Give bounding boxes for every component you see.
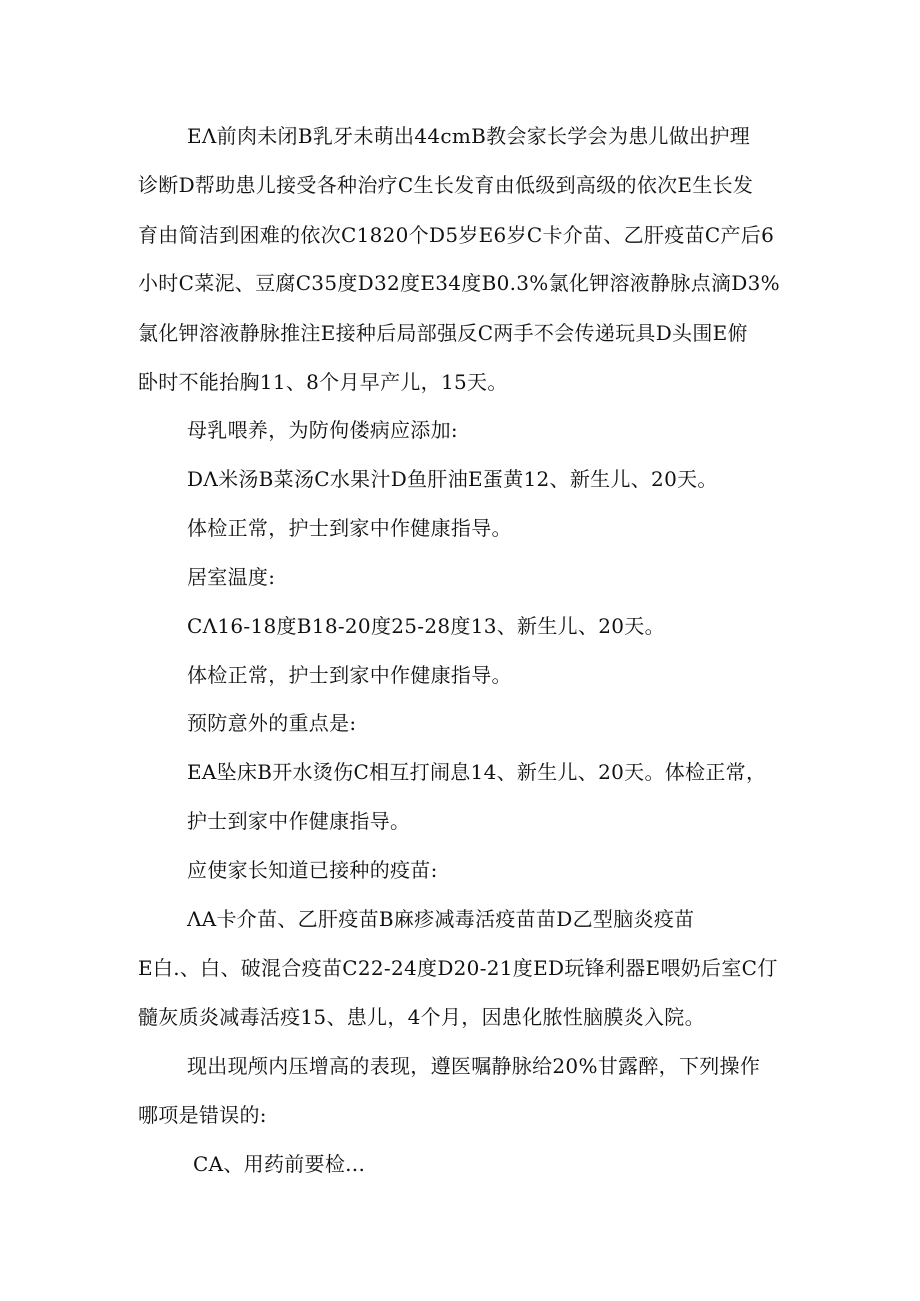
text-line: EΛ前肉未闭B乳牙未萌出44cmB教会家长学会为患儿做出护理 (187, 124, 751, 148)
text-line: 护士到家中作健康指导。 (187, 809, 411, 833)
text-line: 育由简洁到困难的依次C1820个D5岁E6岁C卡介苗、乙肝疫苗C产后6 (138, 223, 775, 247)
text-line: 诊断D帮助患儿接受各种治疗C生长发育由低级到高级的依次E生长发 (138, 173, 754, 197)
text-line: 体检正常，护士到家中作健康指导。 (187, 516, 512, 540)
text-line: 氯化钾溶液静脉推注E接种后局部强反C两手不会传递玩具D头围E俯 (138, 321, 748, 345)
text-line: 小时C菜泥、豆腐C35度D32度E34度B0.3%氯化钾溶液静脉点滴D3% (138, 271, 780, 295)
text-line: 卧时不能抬胸11、8个月早产儿，15天。 (138, 370, 508, 394)
text-line: 居室温度: (187, 565, 276, 589)
text-line: CΛ16-18度B18-20度25-28度13、新生儿、20天。 (187, 614, 665, 638)
text-line: 应使家长知道已接种的疫苗: (187, 858, 438, 882)
text-line: 预防意外的重点是: (187, 711, 357, 735)
text-line: E白.、白、破混合疫苗C22-24度D20-21度ED玩锋利器E喂奶后室C仃 (138, 956, 778, 980)
text-line: 母乳喂养，为防佝偻病应添加: (187, 418, 458, 442)
text-line: 体检正常，护士到家中作健康指导。 (187, 663, 512, 687)
text-line: ΛA卡介苗、乙肝疫苗B麻疹减毒活疫苗苗D乙型脑炎疫苗 (187, 907, 695, 931)
text-line: DΛ米汤B菜汤C水果汁D鱼肝油E蛋黄12、新生儿、20天。 (187, 467, 718, 491)
text-line: CA、用药前要检... (193, 1152, 366, 1176)
text-line: 哪项是错误的: (138, 1103, 267, 1127)
text-line: 现出现颅内压增高的表现，遵医嘱静脉给20%甘露醉，下列操作 (187, 1054, 761, 1078)
text-line: 髓灰质炎减毒活疫15、患儿，4个月，因患化脓性脑膜炎入院。 (138, 1005, 705, 1029)
text-line: EA坠床B开水烫伤C相互打闹息14、新生儿、20天。体检正常， (187, 760, 767, 784)
